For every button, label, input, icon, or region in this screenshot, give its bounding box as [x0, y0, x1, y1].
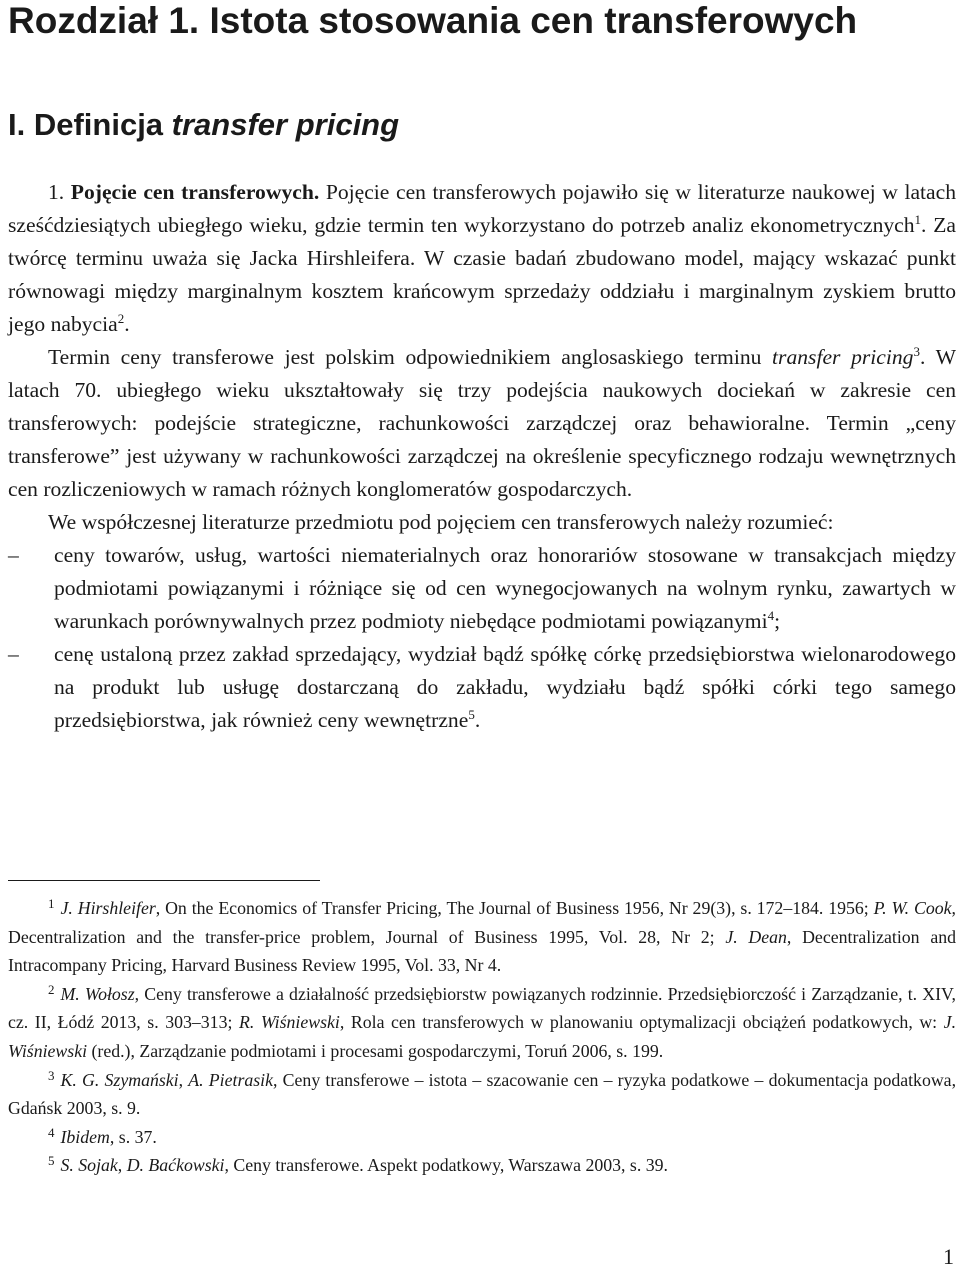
dash-bullet: – [8, 543, 19, 567]
point-number: 1. [48, 180, 71, 204]
author: J. Wiśniewski [8, 1012, 957, 1061]
author: M. Wołosz [60, 983, 135, 1004]
footnote-separator [8, 880, 320, 881]
footnote-text: , [178, 1069, 189, 1090]
footnote-text: , Decentralization and the transfer-price problem, Journal of Business 1995, Vol. 28, Nr 2; [8, 898, 956, 947]
footnote-3 [8, 1066, 956, 1123]
footnote-ref-5: 5 [468, 707, 475, 722]
chapter-title: Rozdział 1. Istota stosowania cen transferowych [8, 0, 858, 41]
footnote-4 [8, 1123, 956, 1152]
footnote-number: 5 [48, 1153, 55, 1169]
footnote-1 [8, 894, 956, 980]
italic-term: transfer pricing [772, 345, 914, 369]
list-item [8, 539, 956, 638]
paragraph-text: Pojęcie cen transferowych pojawiło się w literaturze naukowej w latach sześćdziesiątych ubiegłego wieku, gdzie termin ten wykorzystano do potrzeb analiz ekonometrycznych [8, 180, 956, 237]
list-item-text: ceny towarów, usług, wartości niematerialnych oraz honorariów stosowane w transakcjach między podmiotami powiązanymi i różniące się od cen wynegocjowanych na wolnym rynku, zawartych w warunkach porównywalnych przez podmioty niebędące podmiotami powiązanymi [54, 543, 956, 633]
footnote-number: 2 [48, 981, 55, 997]
footnote-number: 3 [48, 1067, 55, 1083]
footnote-ref-1: 1 [914, 212, 922, 227]
footnote-2 [8, 980, 956, 1066]
footnote-text: , On the Economics of Transfer Pricing, The Journal of Business 1956, Nr 29(3), s. 172–184. 1956; [155, 898, 874, 918]
paragraph-3: We współczesnej literaturze przedmiotu pod pojęciem cen transferowych należy rozumieć: [48, 510, 834, 534]
footnote-number: 4 [48, 1124, 55, 1140]
body-text [8, 176, 956, 737]
footnote-ref-4: 4 [767, 608, 775, 623]
ibidem: Ibidem [60, 1126, 110, 1147]
footnote-text: , Rola cen transferowych w planowaniu optymalizacji obciążeń podatkowych, w: [339, 1012, 944, 1033]
section-title-prefix: I. Definicja [8, 107, 172, 142]
footnote-number: 1 [48, 896, 55, 911]
footnote-ref-3: 3 [913, 344, 920, 359]
footnote-text: , Ceny transferowe a działalność przedsiębiorstw powiązanych rodzinnie. Przedsiębiorczość i Zarządzanie, t. XIV, cz. II, Łódź 2013, s. 303–313; [8, 983, 956, 1033]
footnote-text: (red.), Zarządzanie podmiotami i procesami gospodarczymi, Toruń 2006, s. 199. [87, 1040, 664, 1061]
section-title-italic: transfer pricing [171, 107, 400, 142]
list-item [8, 638, 956, 737]
author: J. Hirshleifer [60, 898, 156, 918]
list-item-text: cenę ustaloną przez zakład sprzedający, wydział bądź spółkę córkę przedsiębiorstwa wielonarodowego na produkt lub usługę dostarczaną do zakładu, wydziału bądź spółki córki tego samego przedsiębiorstwa, jak również ceny wewnętrzne [54, 642, 956, 732]
dash-bullet: – [8, 642, 19, 666]
paragraph-text: . [124, 312, 130, 336]
footnotes [8, 894, 956, 1180]
footnote-text: , s. 37. [109, 1126, 157, 1147]
paragraph-1 [8, 176, 956, 341]
author: K. G. Szymański [60, 1069, 179, 1090]
point-heading: Pojęcie cen transferowych. [70, 180, 320, 204]
list-item-end: . [474, 708, 481, 732]
footnote-text: , Ceny transferowe – istota – szacowanie cen – ryzyka podatkowe – dokumentacja podatkowa, Gdańsk 2003, s. 9. [8, 1069, 957, 1119]
section-title [8, 105, 948, 145]
footnote-text: , Decentralization and Intracompany Pricing, Harvard Business Review 1995, Vol. 33, Nr 4. [8, 926, 956, 976]
paragraph-text: . W latach 70. ubiegłego wieku ukształtowały się trzy podejścia naukowych dociekań w zakresie cen transferowych: podejście strategiczne, rachunkowości zarządczej oraz behawioralne. Termin „ceny transferowe” jest używany w rachunkowości zarządczej na określenie specyficznego rodzaju wewnętrznych cen rozliczeniowych w ramach różnych konglomeratów gospodarczych. [8, 345, 956, 501]
definition-list [8, 539, 956, 737]
paragraph-text: Termin ceny transferowe jest polskim odpowiednikiem anglosaskiego terminu [48, 345, 773, 369]
footnote-text: , [117, 1155, 127, 1176]
author: P. W. Cook [873, 898, 952, 918]
footnote-5 [8, 1151, 956, 1180]
page-number: 1 [943, 1244, 954, 1269]
paragraph-2 [8, 341, 956, 506]
footnote-text: , Ceny transferowe. Aspekt podatkowy, Warszawa 2003, s. 39. [224, 1155, 668, 1176]
list-item-end: ; [774, 609, 781, 633]
author: R. Wiśniewski [238, 1012, 340, 1033]
author: J. Dean [725, 926, 787, 947]
author: D. Baćkowski [126, 1155, 225, 1176]
author: A. Pietrasik [188, 1069, 274, 1090]
footnote-ref-2: 2 [117, 311, 125, 326]
paragraph-text: . Za twórcę terminu uważa się Jacka Hirshleifera. W czasie badań zbudowano model, mający wskazać punkt równowagi między marginalnym kosztem krańcowym sprzedaży oddziału i marginalnym zyskiem brutto jego nabycia [8, 213, 956, 336]
author: S. Sojak [60, 1155, 118, 1176]
